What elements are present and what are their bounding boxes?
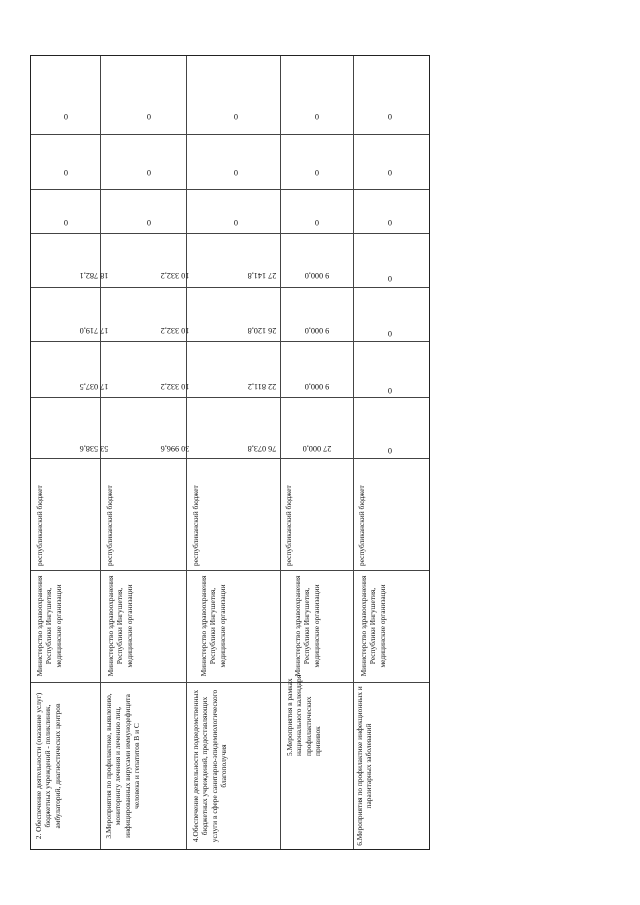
cell-y2: 0	[387, 329, 393, 338]
cell-y1: 17 037,5	[79, 382, 109, 391]
cell-total: 27 000,0	[302, 444, 332, 453]
cell-y2: 9 000,0	[304, 326, 330, 335]
cell-activity: 6.Мероприятия по профилактике инфекционных и паразитарных заболеваний	[355, 686, 374, 846]
cell-y4: 0	[146, 218, 152, 227]
row-divider	[353, 56, 354, 849]
column-divider	[31, 397, 429, 398]
cell-y1: 22 811,2	[247, 382, 277, 391]
cell-y5: 0	[387, 168, 393, 177]
cell-source: республиканский бюджет	[105, 485, 114, 566]
cell-activity: 5.Мероприятия в рамках национального календаря профилактических прививок	[285, 674, 322, 756]
cell-source: республиканский бюджет	[357, 485, 366, 566]
cell-executor: Министерство здравоохранения Республики Ингушетия, медицинские организации	[35, 575, 63, 677]
cell-y1: 10 332,2	[160, 382, 190, 391]
cell-activity: 2. Обеспечение деятельности (оказание услуг) бюджетных учреждений - поликлиник, амбулаторий, диагностических центров	[34, 692, 62, 840]
cell-y3: 10 332,2	[160, 271, 190, 280]
cell-y1: 9 000,0	[304, 382, 330, 391]
cell-y2: 17 719,0	[79, 326, 109, 335]
cell-activity: 3.Мероприятия по профилактике, выявлению, мониторингу лечения и лечению лиц, инфицированных вирусами иммунодефицита человека и гепатитов В и С	[104, 693, 141, 839]
cell-executor: Министерство здравоохранения Республики Ингушетия, медицинские организации	[359, 575, 387, 677]
cell-executor: Министерство здравоохранения Республики Ингушетия, медицинские организации	[293, 575, 321, 677]
column-divider	[31, 570, 429, 571]
cell-y5: 0	[233, 168, 239, 177]
cell-y5: 0	[63, 168, 69, 177]
cell-y4: 0	[387, 218, 393, 227]
cell-y3: 27 141,8	[247, 271, 277, 280]
cell-executor: Министерство здравоохранения Республики Ингушетия, медицинские организации	[106, 575, 134, 677]
column-divider	[31, 233, 429, 234]
cell-y5: 0	[146, 168, 152, 177]
column-divider	[31, 134, 429, 135]
cell-y6: 0	[233, 112, 239, 121]
cell-total: 0	[387, 446, 393, 455]
cell-total: 53 538,6	[79, 444, 109, 453]
cell-source: республиканский бюджет	[284, 485, 293, 566]
column-divider	[31, 341, 429, 342]
cell-total: 76 073,8	[247, 444, 277, 453]
column-divider	[31, 682, 429, 683]
column-divider	[31, 189, 429, 190]
cell-y4: 0	[233, 218, 239, 227]
cell-y5: 0	[314, 168, 320, 177]
cell-y6: 0	[314, 112, 320, 121]
column-divider	[31, 287, 429, 288]
cell-y2: 10 332,2	[160, 326, 190, 335]
cell-y3: 18 782,1	[79, 271, 109, 280]
cell-y4: 0	[314, 218, 320, 227]
cell-y6: 0	[387, 112, 393, 121]
cell-y2: 26 120,8	[247, 326, 277, 335]
cell-activity: 4.Обеспечение деятельности подведомственных бюджетных учреждений, предоставляющих услуги в сфере санитарно-эпидемиологического благополучия	[191, 689, 228, 843]
cell-executor: Министерство здравоохранения Республики Ингушетия, медицинские организации	[199, 575, 227, 677]
cell-source: республиканский бюджет	[191, 485, 200, 566]
cell-total: 30 996,6	[160, 444, 190, 453]
column-divider	[31, 458, 429, 459]
cell-y3: 0	[387, 274, 393, 283]
cell-y4: 0	[63, 218, 69, 227]
cell-y3: 9 000,0	[304, 271, 330, 280]
cell-y6: 0	[63, 112, 69, 121]
cell-y1: 0	[387, 386, 393, 395]
cell-source: республиканский бюджет	[35, 485, 44, 566]
cell-y6: 0	[146, 112, 152, 121]
budget-table	[30, 55, 430, 850]
